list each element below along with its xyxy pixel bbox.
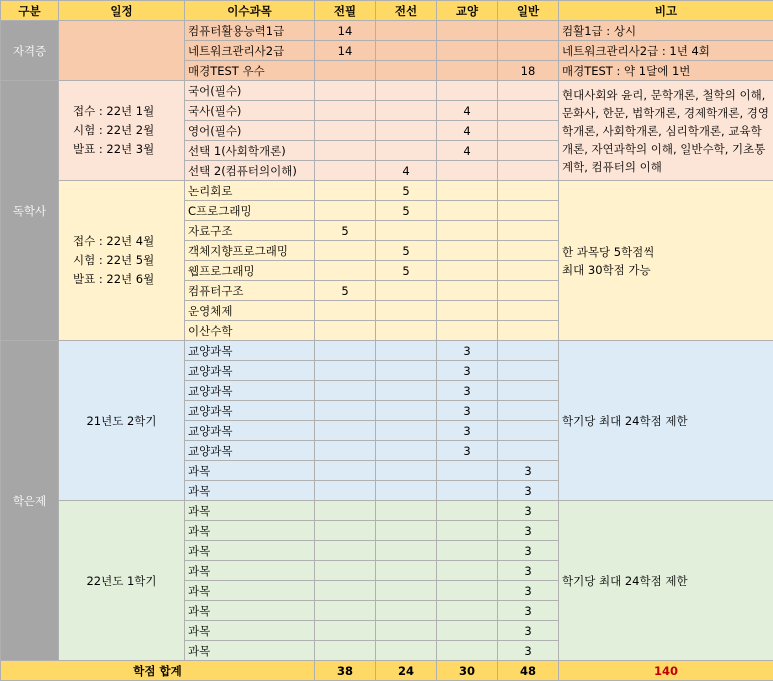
- general-cell[interactable]: [498, 121, 559, 141]
- major-required-cell[interactable]: [315, 401, 376, 421]
- course-cell[interactable]: 과목: [185, 521, 315, 541]
- major-elective-cell[interactable]: [376, 461, 437, 481]
- major-required-cell[interactable]: 5: [315, 221, 376, 241]
- header-course[interactable]: 이수과목: [185, 1, 315, 21]
- major-required-cell[interactable]: [315, 181, 376, 201]
- liberal-cell[interactable]: [437, 61, 498, 81]
- major-elective-cell[interactable]: 5: [376, 261, 437, 281]
- major-elective-cell[interactable]: [376, 81, 437, 101]
- general-cell[interactable]: [498, 361, 559, 381]
- major-elective-cell[interactable]: [376, 561, 437, 581]
- major-elective-cell[interactable]: 5: [376, 201, 437, 221]
- general-cell[interactable]: 3: [498, 601, 559, 621]
- major-elective-cell[interactable]: [376, 301, 437, 321]
- major-required-cell[interactable]: [315, 301, 376, 321]
- major-required-cell[interactable]: [315, 201, 376, 221]
- header-major-elective[interactable]: 전선: [376, 1, 437, 21]
- general-cell[interactable]: [498, 41, 559, 61]
- general-cell[interactable]: 3: [498, 481, 559, 501]
- course-cell[interactable]: 영어(필수): [185, 121, 315, 141]
- major-required-cell[interactable]: [315, 601, 376, 621]
- course-cell[interactable]: 과목: [185, 601, 315, 621]
- liberal-cell[interactable]: [437, 41, 498, 61]
- schedule-cell[interactable]: 22년도 1학기: [59, 501, 185, 661]
- course-cell[interactable]: 교양과목: [185, 381, 315, 401]
- general-cell[interactable]: 3: [498, 461, 559, 481]
- liberal-cell[interactable]: [437, 481, 498, 501]
- general-cell[interactable]: [498, 341, 559, 361]
- course-cell[interactable]: 웹프로그래밍: [185, 261, 315, 281]
- header-general[interactable]: 일반: [498, 1, 559, 21]
- major-elective-cell[interactable]: [376, 221, 437, 241]
- liberal-cell[interactable]: [437, 301, 498, 321]
- major-required-cell[interactable]: [315, 241, 376, 261]
- header-row: [1, 1, 773, 21]
- liberal-cell[interactable]: [437, 201, 498, 221]
- remark-cell[interactable]: 학기당 최대 24학점 제한: [559, 501, 773, 661]
- total-major-required[interactable]: 38: [315, 661, 376, 681]
- major-required-cell[interactable]: [315, 161, 376, 181]
- major-required-cell[interactable]: [315, 461, 376, 481]
- table-row: [1, 501, 773, 521]
- schedule-cell[interactable]: [59, 21, 185, 81]
- remark-cell[interactable]: 네트워크관리사2급 : 1년 4회: [559, 41, 773, 61]
- major-elective-cell[interactable]: [376, 141, 437, 161]
- major-elective-cell[interactable]: [376, 521, 437, 541]
- liberal-cell[interactable]: [437, 281, 498, 301]
- major-elective-cell[interactable]: [376, 501, 437, 521]
- totals-label[interactable]: 학점 합계: [1, 661, 315, 681]
- major-required-cell[interactable]: [315, 141, 376, 161]
- category-cell-cert[interactable]: 자격증: [1, 21, 59, 81]
- major-required-cell[interactable]: [315, 421, 376, 441]
- major-required-cell[interactable]: [315, 341, 376, 361]
- general-cell[interactable]: [498, 201, 559, 221]
- table-row: [1, 181, 773, 201]
- remark-line: 한 과목당 5학점씩: [562, 243, 770, 261]
- header-category[interactable]: 구분: [1, 1, 59, 21]
- major-required-cell[interactable]: [315, 501, 376, 521]
- major-elective-cell[interactable]: [376, 481, 437, 501]
- course-cell[interactable]: 매경TEST 우수: [185, 61, 315, 81]
- major-elective-cell[interactable]: [376, 621, 437, 641]
- general-cell[interactable]: [498, 281, 559, 301]
- liberal-cell[interactable]: 3: [437, 381, 498, 401]
- major-required-cell[interactable]: [315, 61, 376, 81]
- course-cell[interactable]: 논리회로: [185, 181, 315, 201]
- major-required-cell[interactable]: [315, 121, 376, 141]
- liberal-cell[interactable]: 4: [437, 141, 498, 161]
- general-cell[interactable]: [498, 161, 559, 181]
- major-required-cell[interactable]: [315, 81, 376, 101]
- liberal-cell[interactable]: [437, 501, 498, 521]
- general-cell[interactable]: [498, 221, 559, 241]
- liberal-cell[interactable]: [437, 561, 498, 581]
- table-row: [1, 341, 773, 361]
- remark-line: 최대 30학점 가능: [562, 261, 770, 279]
- schedule-line: 발표 : 22년 3월: [73, 140, 181, 159]
- major-required-cell[interactable]: [315, 481, 376, 501]
- course-cell[interactable]: 객체지향프로그래밍: [185, 241, 315, 261]
- liberal-cell[interactable]: [437, 81, 498, 101]
- course-cell[interactable]: 과목: [185, 541, 315, 561]
- liberal-cell[interactable]: 4: [437, 101, 498, 121]
- liberal-cell[interactable]: [437, 581, 498, 601]
- liberal-cell[interactable]: [437, 601, 498, 621]
- general-cell[interactable]: 3: [498, 561, 559, 581]
- major-elective-cell[interactable]: [376, 61, 437, 81]
- major-elective-cell[interactable]: [376, 361, 437, 381]
- general-cell[interactable]: [498, 401, 559, 421]
- major-required-cell[interactable]: [315, 261, 376, 281]
- major-required-cell[interactable]: 14: [315, 41, 376, 61]
- schedule-cell[interactable]: 21년도 2학기: [59, 341, 185, 501]
- general-cell[interactable]: 3: [498, 621, 559, 641]
- table-row: [1, 81, 773, 101]
- major-elective-cell[interactable]: [376, 541, 437, 561]
- major-required-cell[interactable]: [315, 521, 376, 541]
- major-elective-cell[interactable]: [376, 641, 437, 661]
- general-cell[interactable]: [498, 261, 559, 281]
- liberal-cell[interactable]: 3: [437, 441, 498, 461]
- major-elective-cell[interactable]: [376, 281, 437, 301]
- liberal-cell[interactable]: 3: [437, 341, 498, 361]
- table-body: [1, 1, 773, 681]
- major-required-cell[interactable]: [315, 541, 376, 561]
- major-elective-cell[interactable]: [376, 121, 437, 141]
- liberal-cell[interactable]: [437, 181, 498, 201]
- liberal-cell[interactable]: [437, 641, 498, 661]
- course-cell[interactable]: 과목: [185, 561, 315, 581]
- liberal-cell[interactable]: [437, 161, 498, 181]
- total-general[interactable]: 48: [498, 661, 559, 681]
- course-cell[interactable]: 국사(필수): [185, 101, 315, 121]
- major-required-cell[interactable]: [315, 621, 376, 641]
- course-cell[interactable]: 과목: [185, 461, 315, 481]
- course-cell[interactable]: 교양과목: [185, 441, 315, 461]
- course-cell[interactable]: 자료구조: [185, 221, 315, 241]
- header-liberal-arts[interactable]: 교양: [437, 1, 498, 21]
- major-elective-cell[interactable]: [376, 21, 437, 41]
- liberal-cell[interactable]: 3: [437, 361, 498, 381]
- total-major-elective[interactable]: 24: [376, 661, 437, 681]
- major-elective-cell[interactable]: [376, 381, 437, 401]
- header-remarks[interactable]: 비고: [559, 1, 773, 21]
- schedule-cell[interactable]: [59, 181, 185, 341]
- major-required-cell[interactable]: [315, 101, 376, 121]
- major-required-cell[interactable]: [315, 581, 376, 601]
- liberal-cell[interactable]: [437, 221, 498, 241]
- general-cell[interactable]: 3: [498, 541, 559, 561]
- liberal-cell[interactable]: [437, 621, 498, 641]
- schedule-line: 접수 : 22년 4월: [73, 232, 181, 251]
- general-cell[interactable]: [498, 421, 559, 441]
- major-elective-cell[interactable]: 4: [376, 161, 437, 181]
- course-cell[interactable]: 국어(필수): [185, 81, 315, 101]
- remark-cell[interactable]: 학기당 최대 24학점 제한: [559, 341, 773, 501]
- major-elective-cell[interactable]: [376, 601, 437, 621]
- course-cell[interactable]: 운영체제: [185, 301, 315, 321]
- course-cell[interactable]: 컴퓨터활용능력1급: [185, 21, 315, 41]
- major-required-cell[interactable]: [315, 561, 376, 581]
- course-cell[interactable]: 과목: [185, 641, 315, 661]
- liberal-cell[interactable]: [437, 521, 498, 541]
- course-cell[interactable]: 교양과목: [185, 421, 315, 441]
- general-cell[interactable]: [498, 301, 559, 321]
- liberal-cell[interactable]: 4: [437, 121, 498, 141]
- course-cell[interactable]: 컴퓨터구조: [185, 281, 315, 301]
- general-cell[interactable]: [498, 141, 559, 161]
- major-elective-cell[interactable]: 5: [376, 241, 437, 261]
- major-required-cell[interactable]: 5: [315, 281, 376, 301]
- general-cell[interactable]: [498, 181, 559, 201]
- course-cell[interactable]: 이산수학: [185, 321, 315, 341]
- liberal-cell[interactable]: [437, 321, 498, 341]
- general-cell[interactable]: [498, 101, 559, 121]
- major-required-cell[interactable]: [315, 441, 376, 461]
- course-cell[interactable]: 교양과목: [185, 401, 315, 421]
- major-elective-cell[interactable]: [376, 581, 437, 601]
- major-required-cell[interactable]: [315, 641, 376, 661]
- major-required-cell[interactable]: [315, 381, 376, 401]
- schedule-line: 시험 : 22년 5월: [73, 251, 181, 270]
- grand-total[interactable]: 140: [559, 661, 773, 681]
- remark-cell[interactable]: 현대사회와 윤리, 문학개론, 철학의 이해, 문화사, 한문, 법학개론, 경제학개론, 경영학개론, 사회학개론, 심리학개론, 교육학개론, 자연과학의 이해, 일반수학, 기초통계학, 컴퓨터의 이해: [559, 81, 773, 181]
- category-cell-credit-bank[interactable]: 학은제: [1, 341, 59, 661]
- major-elective-cell[interactable]: [376, 341, 437, 361]
- major-elective-cell[interactable]: [376, 401, 437, 421]
- general-cell[interactable]: 18: [498, 61, 559, 81]
- major-elective-cell[interactable]: [376, 321, 437, 341]
- liberal-cell[interactable]: 3: [437, 421, 498, 441]
- liberal-cell[interactable]: 3: [437, 401, 498, 421]
- liberal-cell[interactable]: [437, 541, 498, 561]
- course-cell[interactable]: 네트워크관리사2급: [185, 41, 315, 61]
- header-major-required[interactable]: 전필: [315, 1, 376, 21]
- major-elective-cell[interactable]: [376, 101, 437, 121]
- major-elective-cell[interactable]: [376, 41, 437, 61]
- table-row: [1, 21, 773, 41]
- general-cell[interactable]: [498, 381, 559, 401]
- course-cell[interactable]: 과목: [185, 501, 315, 521]
- major-required-cell[interactable]: 14: [315, 21, 376, 41]
- course-cell[interactable]: 과목: [185, 581, 315, 601]
- category-cell-dokhaksa[interactable]: 독학사: [1, 81, 59, 341]
- course-cell[interactable]: 교양과목: [185, 361, 315, 381]
- general-cell[interactable]: 3: [498, 581, 559, 601]
- general-cell[interactable]: 3: [498, 521, 559, 541]
- general-cell[interactable]: [498, 241, 559, 261]
- liberal-cell[interactable]: [437, 21, 498, 41]
- schedule-line: 접수 : 22년 1월: [73, 102, 181, 121]
- major-elective-cell[interactable]: [376, 441, 437, 461]
- major-required-cell[interactable]: [315, 321, 376, 341]
- course-cell[interactable]: 과목: [185, 621, 315, 641]
- header-schedule[interactable]: 일정: [59, 1, 185, 21]
- general-cell[interactable]: [498, 321, 559, 341]
- major-elective-cell[interactable]: [376, 421, 437, 441]
- course-cell[interactable]: 과목: [185, 481, 315, 501]
- general-cell[interactable]: [498, 81, 559, 101]
- major-elective-cell[interactable]: 5: [376, 181, 437, 201]
- major-required-cell[interactable]: [315, 361, 376, 381]
- schedule-cell[interactable]: [59, 81, 185, 181]
- general-cell[interactable]: [498, 21, 559, 41]
- general-cell[interactable]: 3: [498, 641, 559, 661]
- schedule-line: 발표 : 22년 6월: [73, 270, 181, 289]
- course-cell[interactable]: 선택 2(컴퓨터의이해): [185, 161, 315, 181]
- total-liberal[interactable]: 30: [437, 661, 498, 681]
- course-cell[interactable]: 교양과목: [185, 341, 315, 361]
- schedule-line: 시험 : 22년 2월: [73, 121, 181, 140]
- course-cell[interactable]: C프로그래밍: [185, 201, 315, 221]
- remark-cell[interactable]: [559, 181, 773, 341]
- remark-cell[interactable]: 매경TEST : 약 1달에 1번: [559, 61, 773, 81]
- general-cell[interactable]: 3: [498, 501, 559, 521]
- totals-row: [1, 661, 773, 681]
- liberal-cell[interactable]: [437, 461, 498, 481]
- liberal-cell[interactable]: [437, 241, 498, 261]
- course-cell[interactable]: 선택 1(사회학개론): [185, 141, 315, 161]
- remark-cell[interactable]: 컴활1급 : 상시: [559, 21, 773, 41]
- general-cell[interactable]: [498, 441, 559, 461]
- liberal-cell[interactable]: [437, 261, 498, 281]
